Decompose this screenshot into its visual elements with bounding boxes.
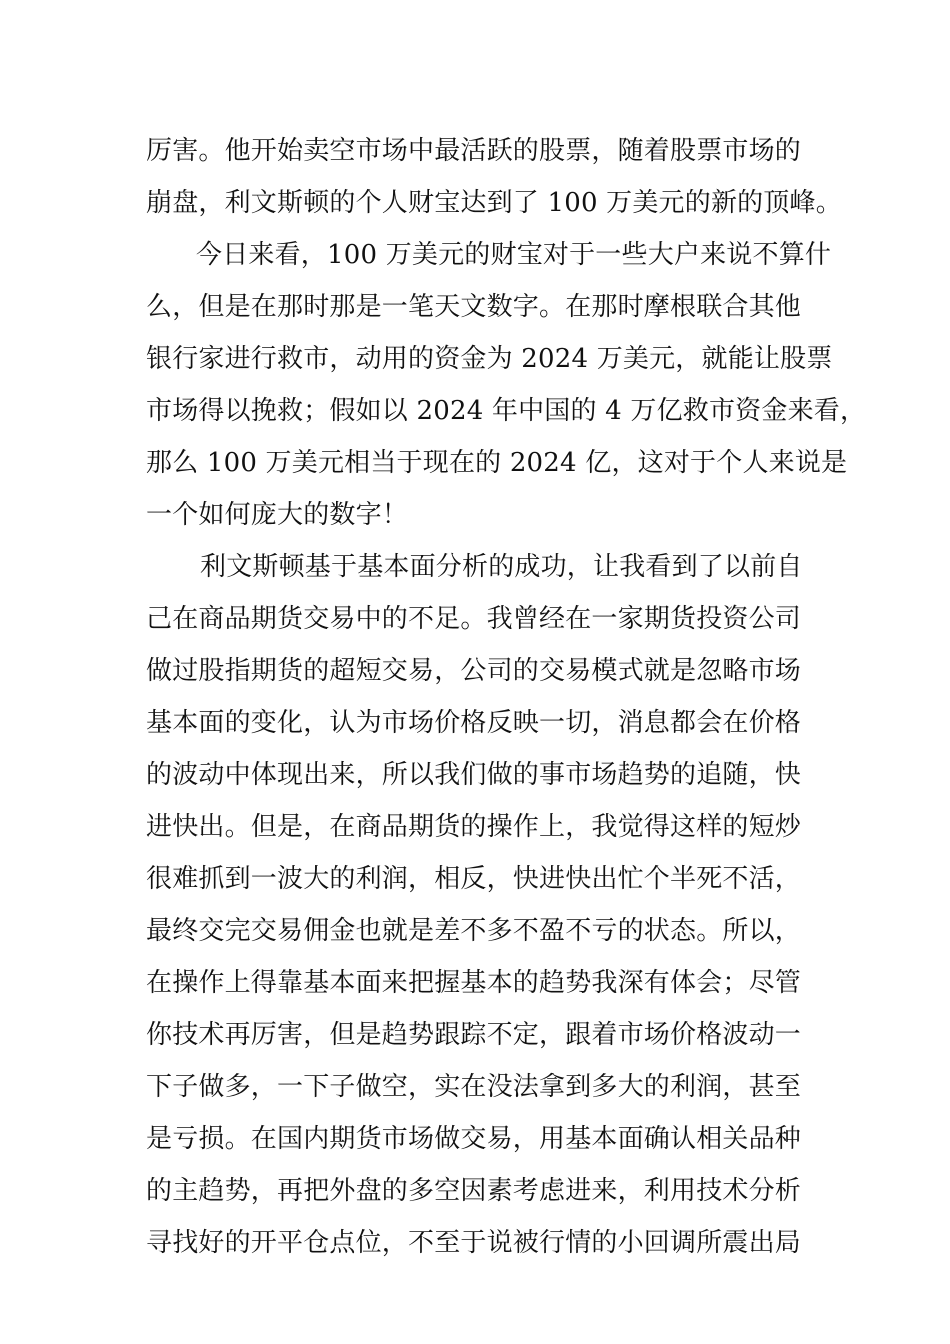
text-line: 么，但是在那时那是一笔天文数字。在那时摩根联合其他 bbox=[146, 292, 802, 322]
text-line: 很难抓到一波大的利润，相反，快进快出忙个半死不活， bbox=[146, 864, 802, 894]
text-line: 基本面的变化，认为市场价格反映一切，消息都会在价格 bbox=[146, 708, 802, 738]
text-line: 寻找好的开平仓点位，不至于说被行情的小回调所震出局 bbox=[146, 1228, 802, 1258]
text-line: 你技术再厉害，但是趋势跟踪不定，跟着市场价格波动一 bbox=[146, 1020, 802, 1050]
text-line: 银行家进行救市，动用的资金为 2024 万美元，就能让股票 bbox=[146, 344, 833, 374]
paragraph-start-line: 利文斯顿基于基本面分析的成功，让我看到了以前自 bbox=[200, 552, 803, 582]
text-line: 是亏损。在国内期货市场做交易，用基本面确认相关品种 bbox=[146, 1124, 802, 1154]
text-line: 在操作上得靠基本面来把握基本的趋势我深有体会；尽管 bbox=[146, 968, 802, 998]
text-line: 市场得以挽救；假如以 2024 年中国的 4 万亿救市资金来看， bbox=[146, 396, 867, 426]
text-line: 下子做多，一下子做空，实在没法拿到多大的利润，甚至 bbox=[146, 1072, 802, 1102]
text-line: 做过股指期货的超短交易，公司的交易模式就是忽略市场 bbox=[146, 656, 802, 686]
text-line: 己在商品期货交易中的不足。我曾经在一家期货投资公司 bbox=[146, 604, 802, 634]
text-line: 一个如何庞大的数字！ bbox=[146, 500, 409, 530]
paragraph-start-line: 今日来看，100 万美元的财宝对于一些大户来说不算什 bbox=[196, 240, 832, 270]
text-line: 那么 100 万美元相当于现在的 2024 亿，这对于个人来说是 bbox=[146, 448, 848, 478]
text-line: 的主趋势，再把外盘的多空因素考虑进来，利用技术分析 bbox=[146, 1176, 802, 1206]
text-line: 崩盘，利文斯顿的个人财宝达到了 100 万美元的新的顶峰。 bbox=[146, 188, 842, 218]
text-line: 的波动中体现出来，所以我们做的事市场趋势的追随，快 bbox=[146, 760, 802, 790]
text-line: 最终交完交易佣金也就是差不多不盈不亏的状态。所以， bbox=[146, 916, 802, 946]
text-line: 进快出。但是，在商品期货的操作上，我觉得这样的短炒 bbox=[146, 812, 802, 842]
text-line: 厉害。他开始卖空市场中最活跃的股票，随着股票市场的 bbox=[146, 136, 802, 166]
